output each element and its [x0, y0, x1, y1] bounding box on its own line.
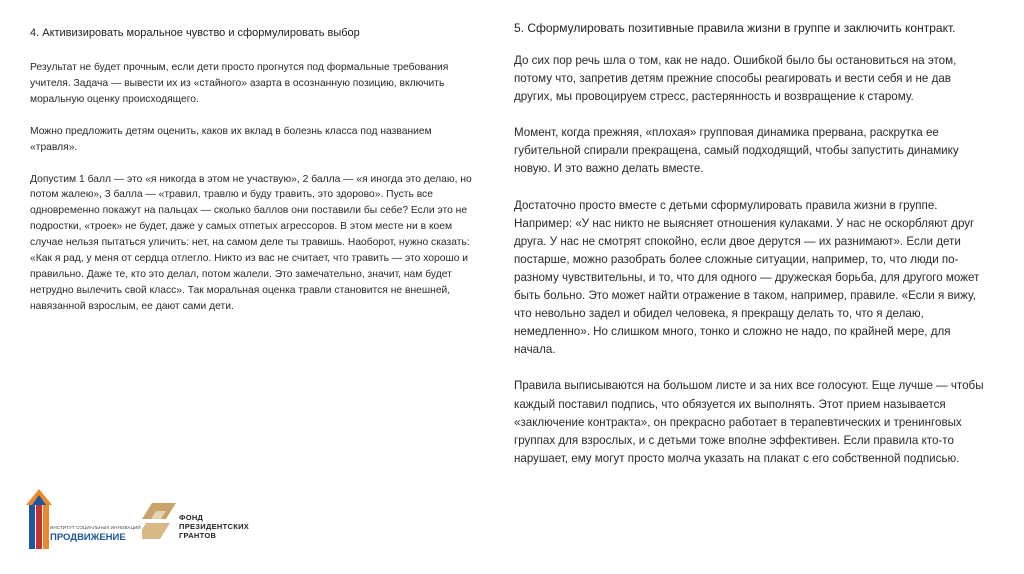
- prodvizhenie-subtitle: ИНСТИТУТ СОЦИАЛЬНЫХ ИННОВАЦИЙ: [50, 525, 141, 530]
- section-5-heading: 5. Сформулировать позитивные правила жизни в группе и заключить контракт.: [514, 21, 956, 35]
- right-column: [514, 20, 984, 486]
- fond-line: ФОНД: [179, 513, 204, 522]
- fond-logo: [142, 501, 282, 551]
- fond-line: ГРАНТОВ: [179, 531, 217, 540]
- paragraph: Результат не будет прочным, если дети просто прогнутся под формальные требования учителя. Задача — вывести их из «стайного» азарта в осознанную позицию, включить моральную оценку происходящего.: [30, 62, 449, 105]
- paragraph: Достаточно просто вместе с детьми сформулировать правила жизни в группе. Например: «У нас никто не выясняет отношения кулаками. У нас не оскорбляют друг друга. У нас не смотрят спокойно, если двое дерутся — их разнимают». Если дети постарше, можно разобрать более сложные ситуации, например, то, что люди по-разному чувствительны, и то, что для одного — дружеская борьба, для другого может быть больно. Это может найти отражение в таком, например, правиле. «Если я вижу, что невольно задел и обидел человека, я прекращу делать то, что я делаю, немедленно». Но слишком много, тонко и сложно не надо, по крайней мере, для начала.: [514, 198, 980, 357]
- prodvizhenie-emblem-icon: [26, 489, 52, 551]
- paragraph: Допустим 1 балл — это «я никогда в этом не участвую», 2 балла — «я иногда это делаю, но потом жалею», 3 балла — «травил, травлю и буду травить, это здорово». Пусть все одновременно покажут на пальцах — сколько баллов они поставили бы себе? Если это не подростки, «троек» не будет, даже у самых отпетых агрессоров. В этом месте ни в коем случае нельзя пытаться уличить: нет, на самом деле ты травишь. Наоборот, нужно сказать: «Как я рад, у меня от сердца отлегло. Никто из вас не считает, что травить — это хорошо и правильно. Даже те, кто это делал, потом жалели. Это замечательно, значит, нам будет нетрудно вылечить свой класс». Так моральная оценка травли становится не внешней, навязанной взрослым, ее дают сами дети.: [30, 173, 472, 312]
- paragraph: До сих пор речь шла о том, как не надо. Ошибкой было бы остановиться на этом, потому что, запретив детям прежние способы реагировать и вести себя и не дав других, мы провоцируем стресс, растерянность и возвращение к старому.: [514, 54, 957, 104]
- paragraph: Можно предложить детям оценить, каков их вклад в болезнь класса под названием «травля».: [30, 125, 432, 153]
- fond-title: [179, 513, 249, 540]
- prodvizhenie-title: ПРОДВИЖЕНИЕ: [50, 532, 126, 543]
- prodvizhenie-logo: [22, 487, 141, 553]
- fond-line: ПРЕЗИДЕНТСКИХ: [179, 522, 250, 531]
- fond-emblem-icon: [142, 501, 176, 541]
- section-4-heading: 4. Активизировать моральное чувство и сформулировать выбор: [30, 27, 360, 39]
- left-column: [30, 26, 478, 331]
- paragraph: Момент, когда прежняя, «плохая» групповая динамика прервана, раскрутка ее губительной спирали прекращена, самый подходящий, чтобы запустить динамику новую. И это важно делать вместе.: [514, 126, 959, 176]
- paragraph: Правила выписываются на большом листе и за них все голосуют. Еще лучше — чтобы каждый поставил подпись, что обязуется их выполнять. Этот прием называется «заключение контракта», он прекрасно работает в терапевтических и тренинговых группах для взрослых, и с детьми тоже вполне эффективен. Если правила кто-то нарушает, ему могут просто молча указать на плакат с его собственной подписью.: [514, 379, 984, 465]
